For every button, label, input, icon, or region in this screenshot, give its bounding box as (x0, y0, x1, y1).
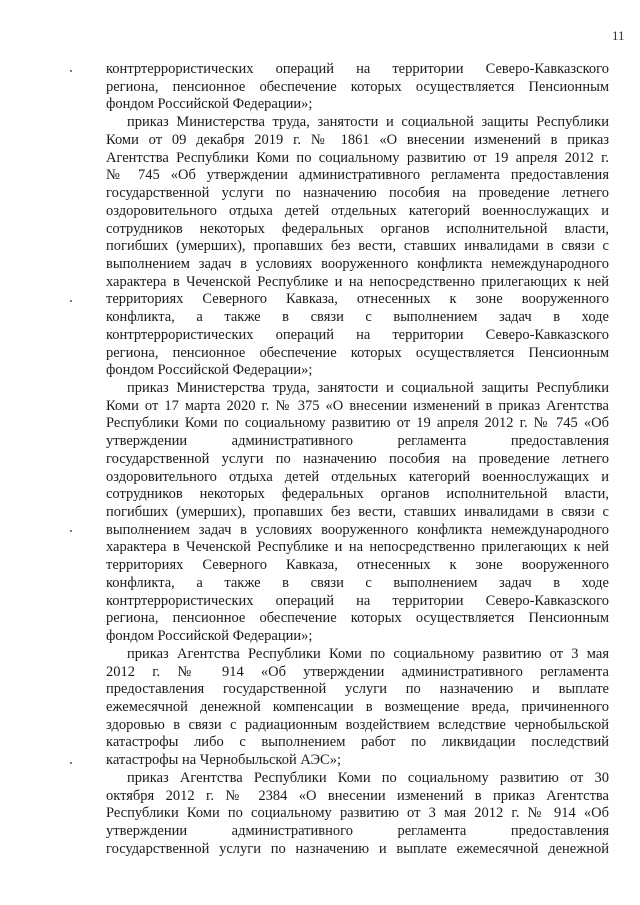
text-line: оздоровительного отдыха детей отдельных категорий военнослужащих и (106, 468, 609, 485)
text-line: катастрофы на Чернобыльской АЭС»; (106, 752, 341, 769)
text-line: контртеррористических операций на территории Северо-Кавказского (106, 61, 609, 77)
text-line: региона, пенсионное обеспечение которых осуществляется Пенсионным (106, 610, 609, 627)
text-line: Республики Коми по социальному развитию от 19 апреля 2012 г. № 745 «Об (106, 415, 609, 432)
text-line: погибших (умерших), пропавших без вести, ставших инвалидами в связи с (106, 238, 609, 255)
text-line: фондом Российской Федерации»; (106, 362, 313, 379)
text-line: приказ Агентства Республики Коми по социальному развитию от 30 (127, 769, 609, 786)
text-line: выполнением задач в условиях вооруженного конфликта немеждународного (106, 255, 609, 272)
text-line: Республики Коми по социальному развитию от 3 мая 2012 г. № 914 «Об (106, 805, 609, 822)
text-line: конфликта, а также в связи с выполнением задач в ходе (106, 574, 609, 591)
text-line: Коми от 09 декабря 2019 г. № 1861 «О внесении изменений в приказ (106, 131, 609, 148)
text-line: контртеррористических операций на территории Северо-Кавказского (106, 592, 609, 609)
text-line: государственной услуги по назначению пособия на проведение летнего (106, 185, 609, 201)
text-line: характера в Чеченской Республике и на непосредственно прилегающих к ней (106, 273, 609, 290)
text-line: выполнением задач в условиях вооруженного конфликта немеждународного (106, 521, 609, 538)
text-line: приказ Министерства труда, занятости и социальной защиты Республики (127, 114, 609, 131)
text-line: катастрофы либо с выполнением работ по ликвидации последствий (106, 734, 609, 751)
text-line: погибших (умерших), пропавших без вести, ставших инвалидами в связи с (106, 504, 609, 520)
text-line: предоставления государственной услуги по назначению и выплате (106, 681, 609, 698)
text-line: сотрудников некоторых федеральных органов исполнительной власти, (106, 486, 609, 503)
text-line: ежемесячной денежной компенсации в возмещение вреда, причиненного (106, 698, 609, 715)
text-line: Агентства Республики Коми по социальному развитию от 19 апреля 2012 г. (106, 149, 609, 166)
text-line: государственной услуги по назначению пособия на проведение летнего (106, 450, 609, 467)
text-line: контртеррористических операций на территории Северо-Кавказского (106, 326, 609, 343)
text-line: Коми от 17 марта 2020 г. № 375 «О внесении изменений в приказ Агентства (106, 397, 609, 414)
text-line: 2012 г. № 914 «Об утверждении административного регламента (106, 663, 609, 680)
text-line: октября 2012 г. № 2384 «О внесении изменений в приказ Агентства (106, 787, 609, 804)
text-line: приказ Агентства Республики Коми по социальному развитию от 3 мая (127, 645, 609, 662)
text-line: характера в Чеченской Республике и на непосредственно прилегающих к ней (106, 539, 609, 556)
text-line: государственной услуги по назначению и выплате ежемесячной денежной (106, 840, 609, 857)
text-line: приказ Министерства труда, занятости и социальной защиты Республики (127, 380, 609, 396)
text-line: оздоровительного отдыха детей отдельных категорий военнослужащих и (106, 202, 609, 219)
text-line: территориях Северного Кавказа, отнесенных к зоне вооруженного (106, 557, 609, 574)
page-number: 11 (612, 28, 625, 43)
text-line: региона, пенсионное обеспечение которых осуществляется Пенсионным (106, 78, 609, 95)
text-line: территориях Северного Кавказа, отнесенных к зоне вооруженного (106, 291, 609, 308)
text-line: региона, пенсионное обеспечение которых осуществляется Пенсионным (106, 344, 609, 361)
text-line: фондом Российской Федерации»; (106, 628, 313, 644)
text-line: утверждении административного регламента предоставления (106, 823, 609, 839)
text-line: утверждении административного регламента предоставления (106, 433, 609, 450)
text-line: конфликта, а также в связи с выполнением задач в ходе (106, 309, 609, 326)
text-line: № 745 «Об утверждении административного регламента предоставления (106, 167, 609, 184)
text-line: здоровью в связи с радиационным воздействием вследствие чернобыльской (106, 716, 609, 733)
text-line: фондом Российской Федерации»; (106, 96, 313, 113)
text-line: сотрудников некоторых федеральных органов исполнительной власти, (106, 220, 609, 237)
